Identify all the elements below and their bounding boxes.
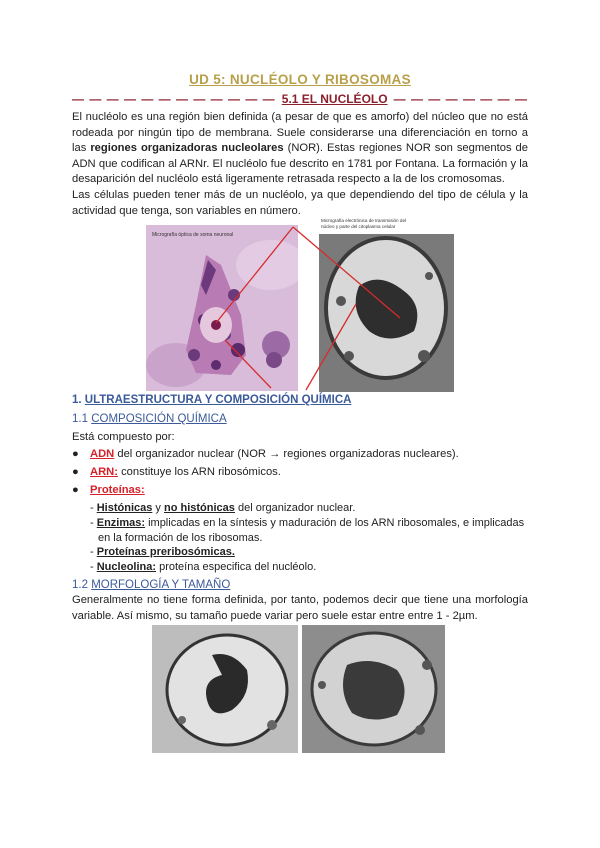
pointer-line-4 bbox=[306, 304, 356, 390]
section-1-number: 1. bbox=[72, 394, 85, 406]
enzimas-term: Enzimas: bbox=[96, 517, 146, 529]
subsection-1-2-title: MORFOLOGÍA Y TAMAÑO bbox=[91, 579, 231, 591]
page-title: UD 5: NUCLÉOLO Y RIBOSOMAS bbox=[189, 72, 411, 87]
nucleolus-tem-image-2 bbox=[302, 625, 445, 753]
subsection-1-1-number: 1.1 bbox=[72, 413, 92, 425]
protein-item-4: - Nucleolina: proteína especifica del nucléolo. bbox=[90, 561, 317, 573]
protein-item-1-text: del organizador nuclear. bbox=[234, 502, 356, 514]
nucleolina-term: Nucleolina: bbox=[96, 561, 157, 573]
intro-text-b: (NOR). Estas regiones NOR son segmentos de ADN que codifican al ARNr. El nucléolo fue descrito en 1781 por Fontana. La formación y la desaparición del nucléolo está ligeramente retrasada respecto a la de los cromosomas. bbox=[72, 142, 528, 185]
morphology-paragraph: Generalmente no tiene forma definida, por tanto, podemos decir que tiene una morfología variable. Así mismo, su tamaño puede variar pero suele estar entre entre 1 - 2µm. bbox=[72, 594, 528, 622]
pointer-line-3 bbox=[225, 340, 271, 388]
bullet-adn-key: ADN bbox=[90, 448, 115, 460]
subsection-1-2-number: 1.2 bbox=[72, 579, 92, 591]
subsection-1-1-heading bbox=[72, 413, 227, 425]
section-subtitle: 5.1 EL NUCLÉOLO bbox=[281, 92, 388, 106]
bullet-proteinas bbox=[72, 484, 145, 496]
subsection-1-1-title: COMPOSICIÓN QUÍMICA bbox=[91, 413, 227, 425]
bullet-dot: ● bbox=[72, 484, 79, 496]
protein-item-4-text: proteína especifica del nucléolo. bbox=[156, 561, 317, 573]
bullet-adn-text: del organizador nuclear (NOR → regiones organizadoras nucleares). bbox=[114, 448, 459, 460]
no-histonicas-term: no histónicas bbox=[164, 502, 235, 514]
dashes-left: — — — — — — — — — — — — bbox=[72, 92, 276, 106]
pointer-line-2 bbox=[293, 227, 400, 318]
protein-item-3: - Proteínas preribosómicas. bbox=[90, 546, 235, 558]
subsection-1-2-heading bbox=[72, 579, 230, 591]
right-figure-caption-line2: núcleo y parte del citoplasma celular bbox=[321, 224, 396, 229]
tem-image-1 bbox=[152, 625, 298, 753]
bullet-dot: ● bbox=[72, 448, 79, 460]
bullet-dot: ● bbox=[72, 466, 79, 478]
section-1-title: ULTRAESTRUCTURA Y COMPOSICIÓN QUÍMICA bbox=[84, 394, 352, 406]
tem-image-2 bbox=[302, 625, 445, 753]
histonicas-term: Histónicas bbox=[96, 502, 153, 514]
section-1-heading bbox=[72, 394, 351, 406]
bullet-adn bbox=[72, 448, 459, 460]
protein-item-2: - Enzimas: implicadas en la síntesis y maduración de los ARN ribosomales, e implicadas en la formación de los ribosomas. bbox=[90, 517, 525, 544]
protein-item-1: - Histónicas y no histónicas del organizador nuclear. bbox=[90, 502, 356, 514]
bullet-arn-text: constituye los ARN ribosómicos. bbox=[117, 466, 281, 478]
intro-bold-term: regiones organizadoras nucleolares bbox=[90, 142, 284, 154]
protein-item-1-conj: y bbox=[152, 502, 164, 514]
intro-text-a: El nucléolo es una región bien definida (a pesar de que es amorfo) del núcleo que no está rodeada por ningún tipo de membrana. Suele considerarse una diferenciación en torno a las bbox=[72, 111, 528, 154]
protein-item-2-text: implicadas en la síntesis y maduración de los ARN ribosomales, e implicadas en la formación de los ribosomas. bbox=[98, 517, 525, 544]
preribosomicas-term: Proteínas preribosómicas. bbox=[96, 546, 235, 558]
dashes-right: — — — — — — — — bbox=[393, 92, 528, 106]
pointer-line-1 bbox=[216, 227, 293, 323]
composed-by-text: Está compuesto por: bbox=[72, 431, 175, 443]
nucleolus-tem-image-1 bbox=[152, 625, 298, 753]
bullet-arn bbox=[72, 466, 281, 478]
right-figure-caption-line1: Micrografía electrónica de transmisión del bbox=[321, 218, 407, 223]
intro-paragraph-2: Las células pueden tener más de un nucléolo, ya que dependiendo del tipo de célula y la actividad que tenga, son variables en número. bbox=[72, 189, 528, 217]
bullet-proteinas-key: Proteínas: bbox=[90, 484, 145, 496]
left-figure-caption: Micrografía óptica de soma neuronal bbox=[152, 232, 234, 238]
bullet-arn-key: ARN: bbox=[90, 466, 118, 478]
